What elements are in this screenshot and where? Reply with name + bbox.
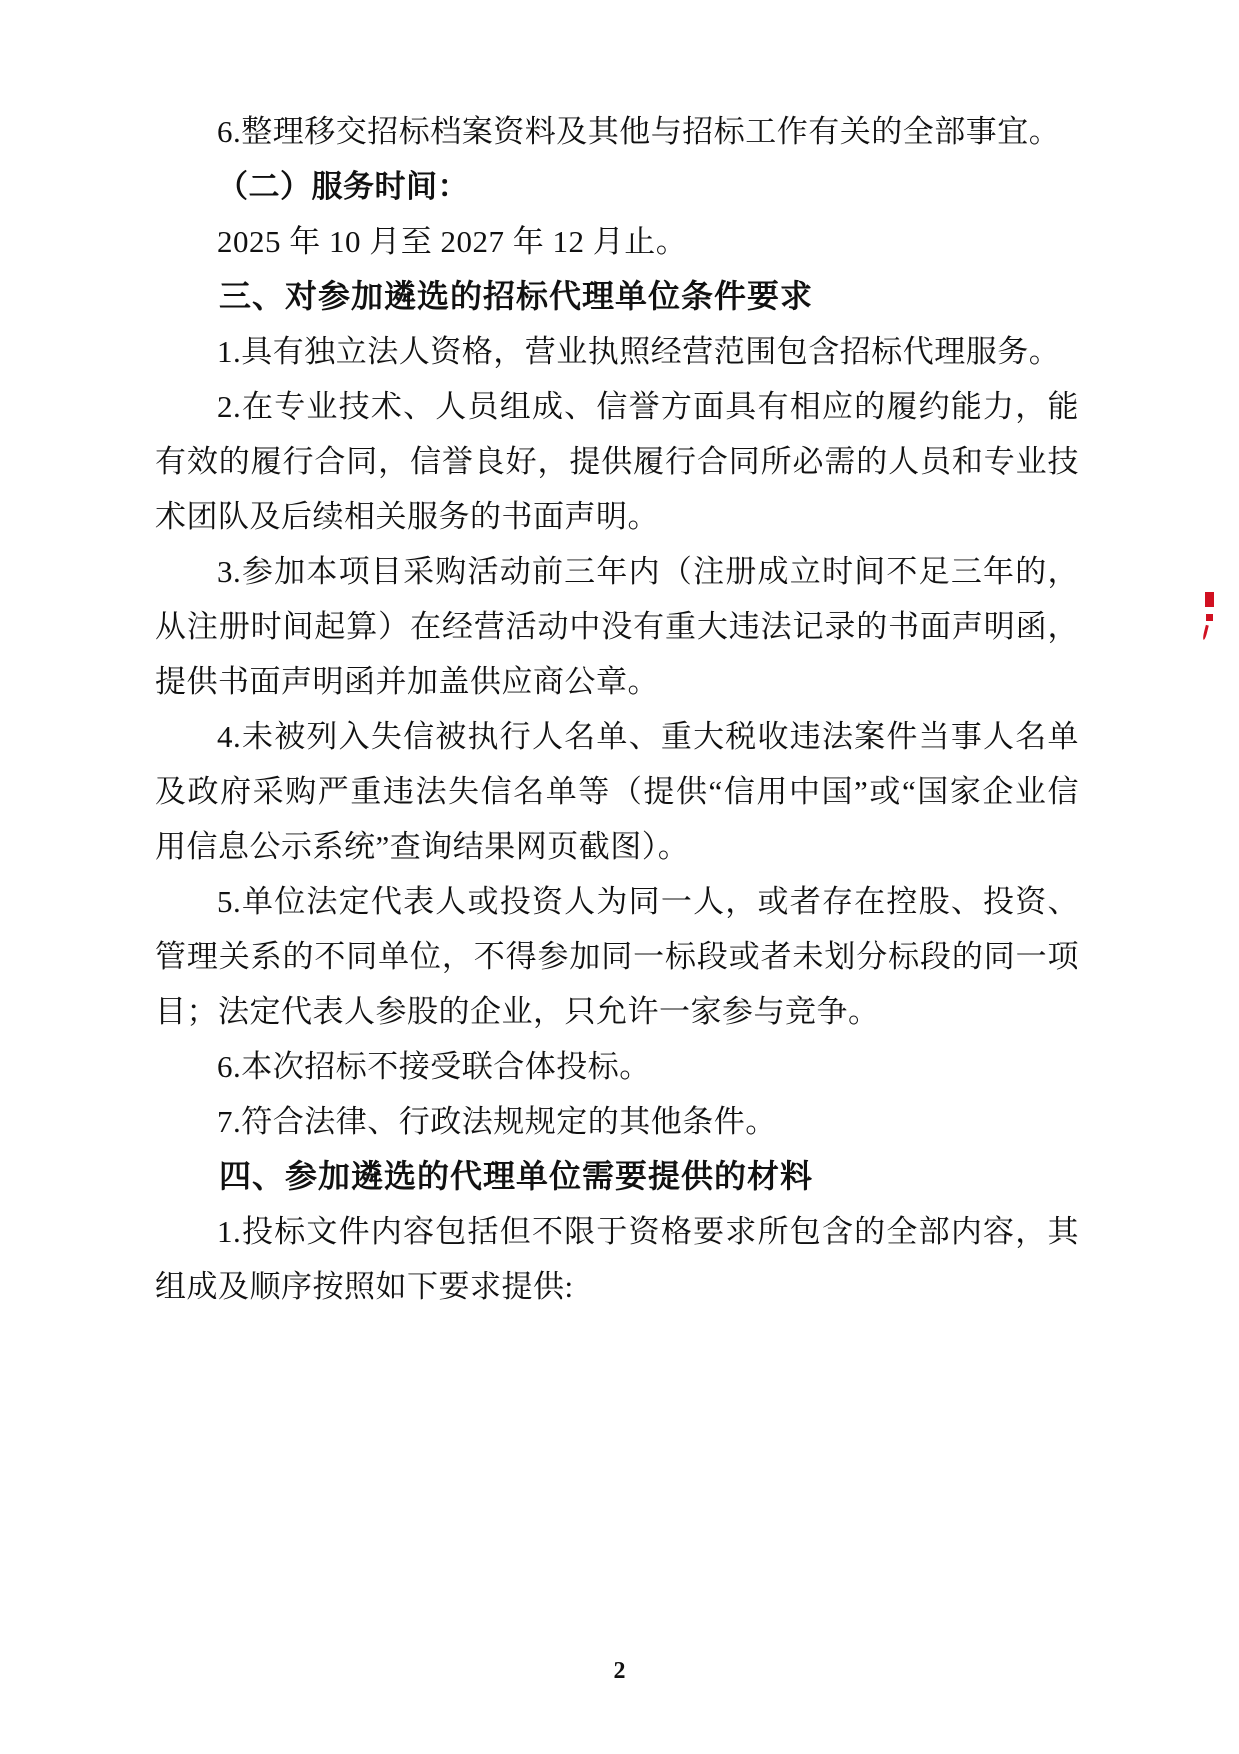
page-number: 2 bbox=[613, 1658, 626, 1684]
paragraph-requirement-5: 5.单位法定代表人或投资人为同一人，或者存在控股、投资、管理关系的不同单位，不得参加同一标段或者未划分标段的同一项目；法定代表人参股的企业，只允许一家参与竞争。 bbox=[155, 884, 1079, 1029]
paragraph-requirement-3: 3.参加本项目采购活动前三年内（注册成立时间不足三年的，从注册时间起算）在经营活动中没有重大违法记录的书面声明函，提供书面声明函并加盖供应商公章。 bbox=[155, 554, 1079, 699]
paragraph-requirement-4: 4.未被列入失信被执行人名单、重大税收违法案件当事人名单及政府采购严重违法失信名单等（提供“信用中国”或“国家企业信用信息公示系统”查询结果网页截图）。 bbox=[155, 719, 1079, 864]
section-heading-3-agency-requirements: 三、对参加遴选的招标代理单位条件要求 bbox=[219, 278, 814, 314]
red-ink-mark-tail bbox=[1202, 625, 1209, 640]
red-ink-mark-icon bbox=[1202, 592, 1216, 642]
paragraph-materials-1: 1.投标文件内容包括但不限于资格要求所包含的全部内容，其组成及顺序按照如下要求提供: bbox=[155, 1214, 1079, 1304]
paragraph-requirement-7: 7.符合法律、行政法规规定的其他条件。 bbox=[217, 1104, 777, 1139]
paragraph-requirement-6: 6.本次招标不接受联合体投标。 bbox=[217, 1049, 651, 1084]
red-ink-mark-dot bbox=[1206, 614, 1213, 621]
paragraph-archive-handover: 6.整理移交招标档案资料及其他与招标工作有关的全部事宜。 bbox=[217, 114, 1061, 149]
document-body bbox=[155, 104, 1079, 1314]
paragraph-requirement-2: 2.在专业技术、人员组成、信誉方面具有相应的履约能力，能有效的履行合同，信誉良好，提供履行合同所必需的人员和专业技术团队及后续相关服务的书面声明。 bbox=[155, 389, 1079, 534]
sub-heading-service-time: （二）服务时间： bbox=[217, 169, 469, 204]
section-heading-4-materials-required: 四、参加遴选的代理单位需要提供的材料 bbox=[219, 1158, 814, 1194]
red-ink-mark-block bbox=[1205, 592, 1214, 607]
paragraph-service-period: 2025 年 10 月至 2027 年 12 月止。 bbox=[217, 224, 688, 259]
paragraph-requirement-1: 1.具有独立法人资格，营业执照经营范围包含招标代理服务。 bbox=[217, 334, 1061, 369]
